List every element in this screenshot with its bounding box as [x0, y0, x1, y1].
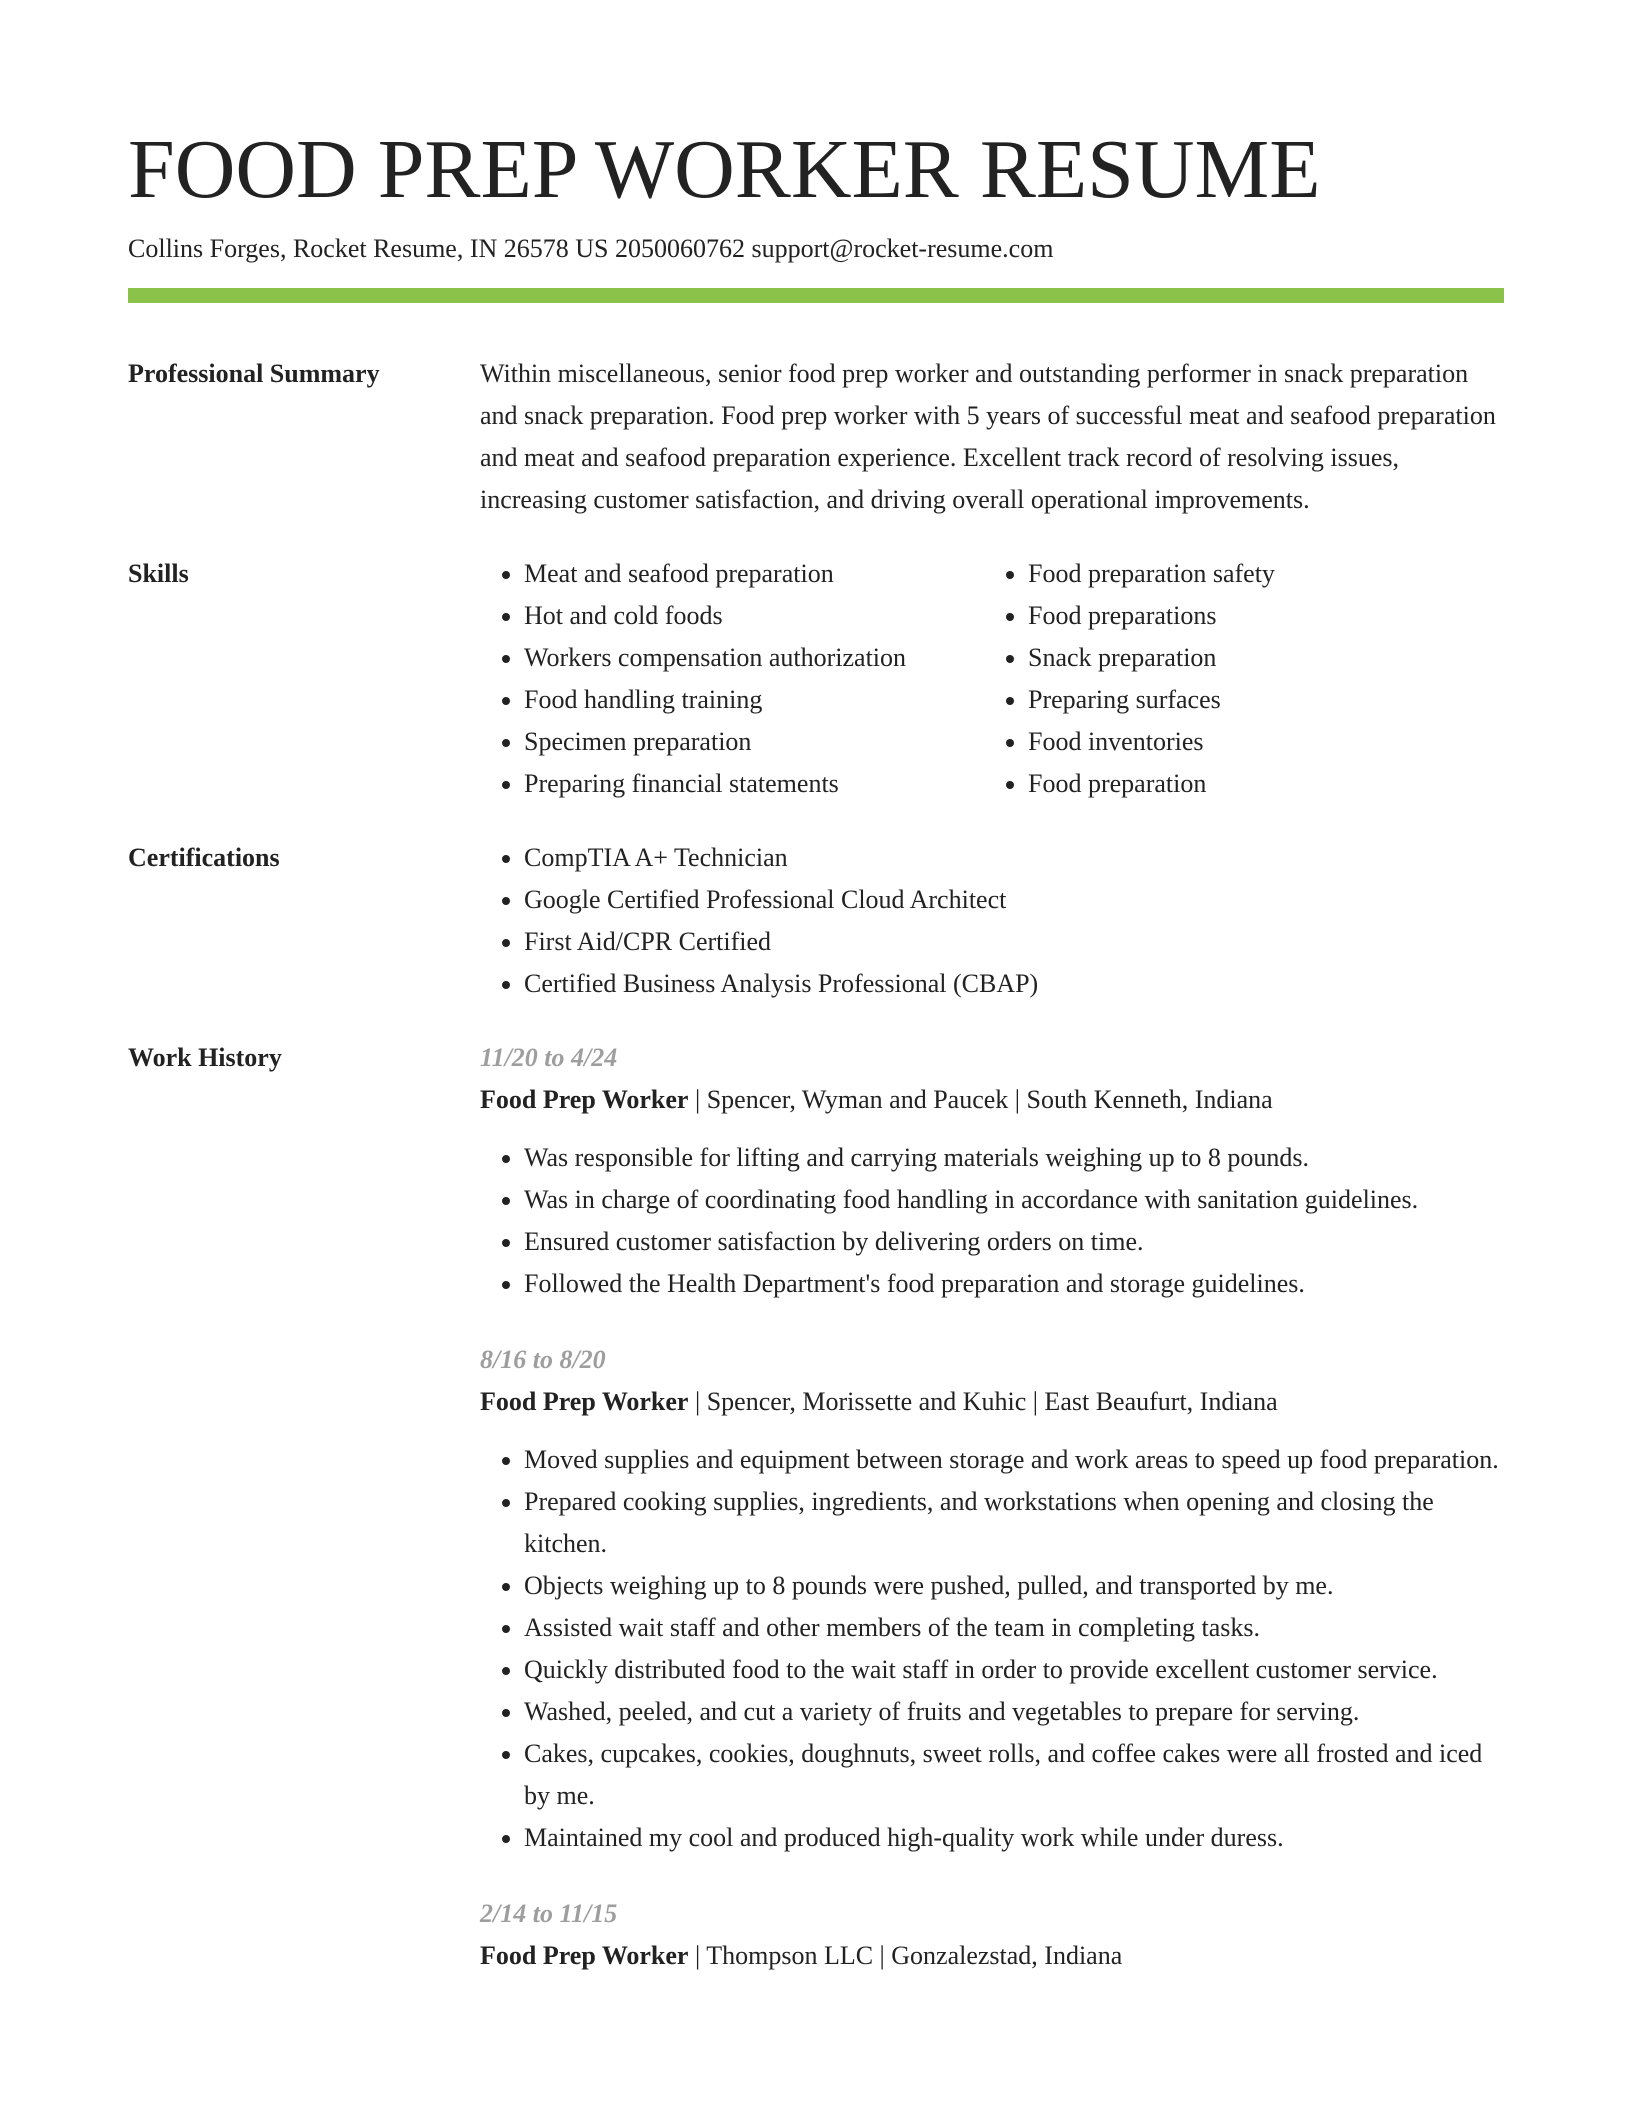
job-duties-list: [480, 1137, 1504, 1305]
skill-item: • Food handling training: [524, 679, 984, 721]
job-duties-list: [480, 1439, 1504, 1859]
job-title: Food Prep Worker: [480, 1941, 689, 1970]
contact-line: Collins Forges, Rocket Resume, IN 26578 US 2050060762 support@rocket-resume.com: [128, 234, 1054, 263]
section-label-skills: Skills: [128, 559, 189, 588]
work-history-section: [128, 1037, 1504, 2011]
certification-item: • Certified Business Analysis Professional (CBAP): [524, 963, 1504, 1005]
skill-item: • Preparing surfaces: [1028, 679, 1504, 721]
skill-item: • Preparing financial statements: [524, 763, 984, 805]
job-heading: [480, 1381, 1504, 1423]
job-heading: [480, 1935, 1504, 1977]
job-heading: [480, 1079, 1504, 1121]
accent-divider: [128, 288, 1504, 303]
section-label-summary: Professional Summary: [128, 359, 380, 388]
section-label-certifications: Certifications: [128, 843, 280, 872]
certification-item: • CompTIA A+ Technician: [524, 837, 1504, 879]
job-dates: 11/20 to 4/24: [480, 1043, 618, 1072]
skill-item: • Food preparation: [1028, 763, 1504, 805]
job-dates: 2/14 to 11/15: [480, 1899, 618, 1928]
job-duty: • Moved supplies and equipment between storage and work areas to speed up food preparation.: [524, 1439, 1504, 1481]
job-duty: • Objects weighing up to 8 pounds were pushed, pulled, and transported by me.: [524, 1565, 1504, 1607]
skill-item: • Food preparations: [1028, 595, 1504, 637]
skills-list-left: [480, 553, 984, 805]
certifications-section: [128, 837, 1504, 1005]
job-duty: • Was responsible for lifting and carrying materials weighing up to 8 pounds.: [524, 1137, 1504, 1179]
skill-item: • Workers compensation authorization: [524, 637, 984, 679]
summary-text: Within miscellaneous, senior food prep worker and outstanding performer in snack preparation and snack preparation. Food prep worker with 5 years of successful meat and seafood preparation and meat and seafood preparation experience. Excellent track record of resolving issues, increasing customer satisfaction, and driving overall operational improvements.: [480, 359, 1496, 514]
resume-page: [128, 120, 1504, 2011]
job-employer-location: | Spencer, Wyman and Paucek | South Kenneth, Indiana: [688, 1085, 1273, 1114]
summary-section: [128, 353, 1504, 521]
job-employer-location: | Thompson LLC | Gonzalezstad, Indiana: [688, 1941, 1123, 1970]
skill-item: • Hot and cold foods: [524, 595, 984, 637]
certification-item: • First Aid/CPR Certified: [524, 921, 1504, 963]
job-entry: [480, 1893, 1504, 1977]
job-title: Food Prep Worker: [480, 1387, 689, 1416]
job-entry: [480, 1037, 1504, 1305]
job-duty: • Was in charge of coordinating food handling in accordance with sanitation guidelines.: [524, 1179, 1504, 1221]
resume-title: FOOD PREP WORKER RESUME: [128, 123, 1321, 216]
job-duty: • Ensured customer satisfaction by delivering orders on time.: [524, 1221, 1504, 1263]
skills-section: [128, 553, 1504, 805]
job-dates: 8/16 to 8/20: [480, 1345, 606, 1374]
skill-item: • Snack preparation: [1028, 637, 1504, 679]
certifications-list: [480, 837, 1504, 1005]
skill-item: • Food preparation safety: [1028, 553, 1504, 595]
skill-item: • Specimen preparation: [524, 721, 984, 763]
job-duty: • Followed the Health Department's food preparation and storage guidelines.: [524, 1263, 1504, 1305]
job-duty: • Prepared cooking supplies, ingredients, and workstations when opening and closing the kitchen.: [524, 1481, 1504, 1565]
skill-item: • Meat and seafood preparation: [524, 553, 984, 595]
section-label-work-history: Work History: [128, 1043, 282, 1072]
job-entry: [480, 1339, 1504, 1859]
job-title: Food Prep Worker: [480, 1085, 689, 1114]
job-duty: • Maintained my cool and produced high-quality work while under duress.: [524, 1817, 1504, 1859]
skills-list-right: [984, 553, 1504, 805]
skill-item: • Food inventories: [1028, 721, 1504, 763]
job-duty: • Washed, peeled, and cut a variety of fruits and vegetables to prepare for serving.: [524, 1691, 1504, 1733]
job-duty: • Quickly distributed food to the wait staff in order to provide excellent customer service.: [524, 1649, 1504, 1691]
certification-item: • Google Certified Professional Cloud Architect: [524, 879, 1504, 921]
job-duty: • Cakes, cupcakes, cookies, doughnuts, sweet rolls, and coffee cakes were all frosted and iced by me.: [524, 1733, 1504, 1817]
job-duty: • Assisted wait staff and other members of the team in completing tasks.: [524, 1607, 1504, 1649]
job-employer-location: | Spencer, Morissette and Kuhic | East Beaufurt, Indiana: [688, 1387, 1278, 1416]
